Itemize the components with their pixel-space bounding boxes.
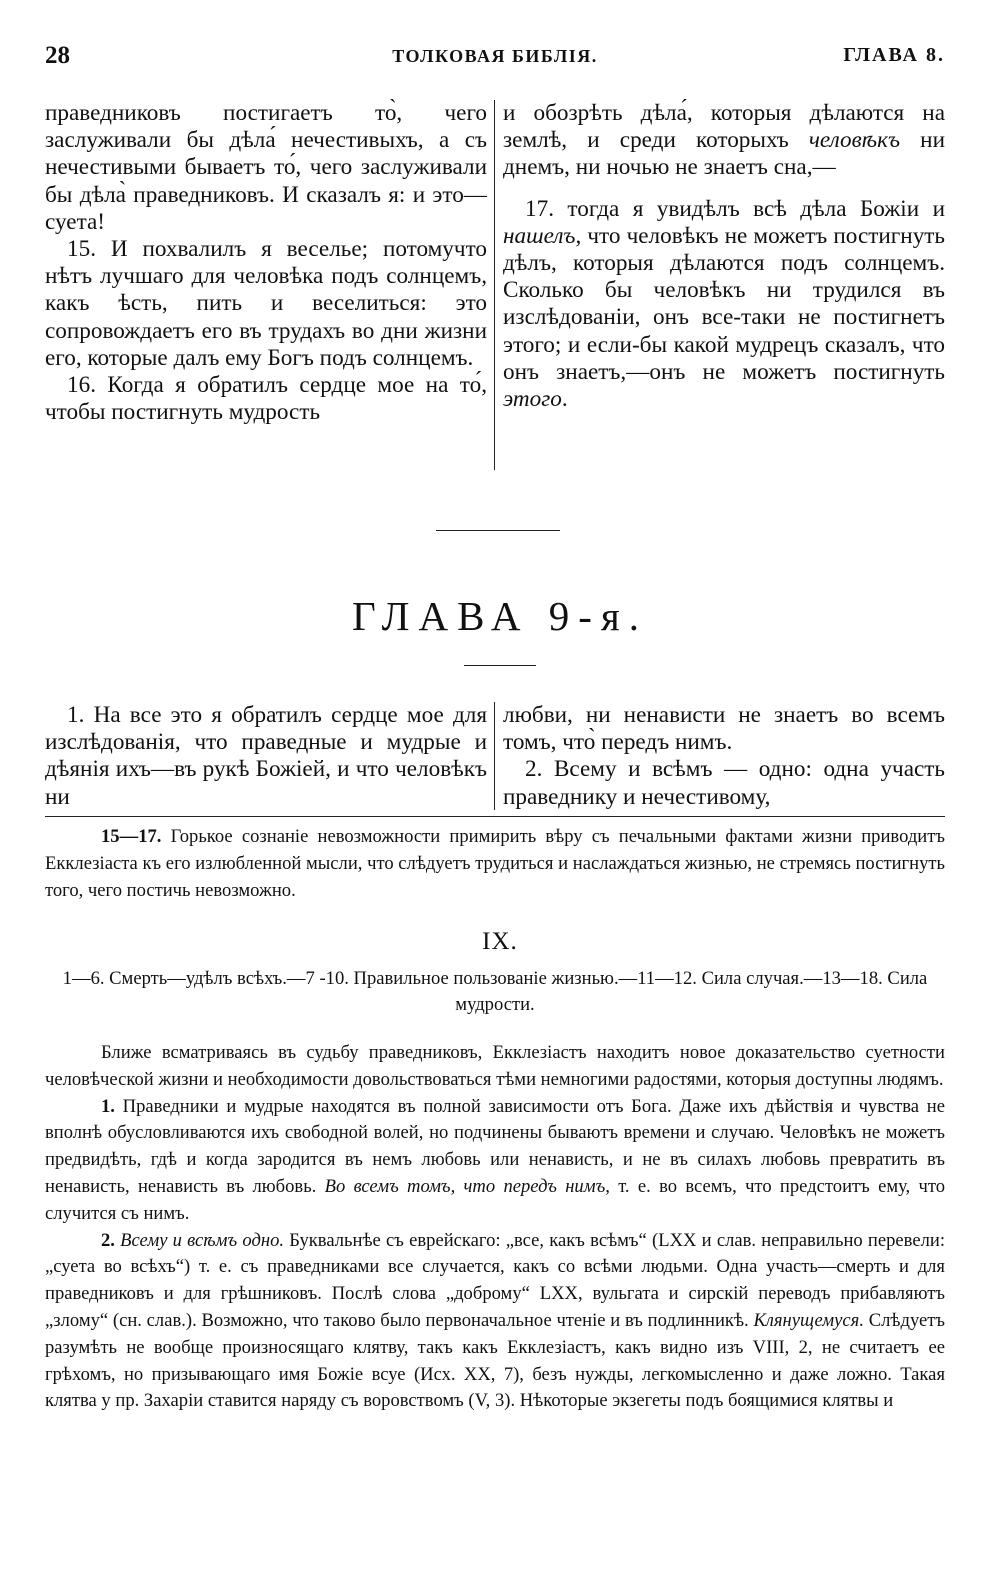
commentary-intro: Ближе всматриваясь въ судьбу праведниковъ, Екклезіастъ находитъ новое доказательство суетности человѣческой жизни и необходимости довольствоваться тѣми немногими радостями, которыя доступны людямъ. xyxy=(45,1042,945,1090)
column-divider xyxy=(494,100,495,470)
separator-rule-bottom xyxy=(464,665,536,666)
chapter-title: ГЛАВА 9-я. xyxy=(352,593,648,639)
comment-verse-2: 2. Всему и всѣмъ одно. Буквальнѣе съ еврейскаго: „все, какъ всѣмъ“ (LXX и слав. неправильно перевели: „суета во всѣхъ“) т. е. съ праведниками все случается, какъ со всѣми людьми. Одна участь—смерть и для праведниковъ и для грѣшниковъ. Послѣ слова „доброму“ LXX, вульгата и сирскій переводъ прибавляютъ „злому“ (сн. слав.). Возможно, что таково было первоначальное чтеніе и въ подлинникѣ. Клянущемуся. Слѣдуетъ разумѣть не вообще произносящаго клятву, такъ какъ Екклезіастъ, какъ видно изъ VIII, 2, не считаетъ ее грѣхомъ, но призывающаго имя Божіе всуе (Исх. XX, 7), безъ нужды, легкомысленно и даже ложно. Такая клятва у пр. Захаріи ставится наряду съ воровствомъ (V, 3). Нѣкоторые экзегеты подъ боящимися клятвы и xyxy=(45,1229,945,1412)
verse-16-end: и обозрѣть дѣла́, которыя дѣлаются на землѣ, и среди которыхъ человѣкъ ни днемъ, ни ночью не знаетъ сна,— xyxy=(503,100,945,181)
section-number: IX. xyxy=(482,928,518,955)
left-column-9 xyxy=(45,702,487,811)
right-column xyxy=(503,100,945,413)
commentary-rule xyxy=(45,816,945,817)
commentary-8 xyxy=(45,824,945,904)
separator-rule-top xyxy=(436,530,560,531)
verse-14-end: праведниковъ постигаетъ то̀, чего заслуживали бы дѣла́ нечестивыхъ, а съ нечестивыми бываетъ то́, чего заслуживали бы дѣла̀ праведниковъ. И сказалъ я: и это—суета! xyxy=(45,100,487,235)
page-number: 28 xyxy=(45,42,70,69)
verse-15: 15. И похвалилъ я веселье; потомучто нѣтъ лучшаго для человѣка подъ солнцемъ, какъ ѣсть, пить и веселиться: это сопровождаетъ его въ трудахъ во дни жизни его, которые далъ ему Богъ подъ солнцемъ. xyxy=(45,236,487,371)
verse-16: 16. Когда я обратилъ сердце мое на то́, чтобы постигнуть мудрость xyxy=(45,372,487,426)
chapter-9-text xyxy=(45,702,945,810)
comment-15-17: 15—17. Горькое сознаніе невозможности примирить вѣру съ печальными фактами жизни приводитъ Екклезіаста къ его излюбленной мысли, что слѣдуетъ трудиться и наслаждаться жизнью, не стремясь постигнуть того, чего постичь невозможно. xyxy=(45,826,945,901)
column-divider-9 xyxy=(494,702,495,810)
chapter-summary: 1—6. Смерть—удѣлъ всѣхъ.—7 -10. Правильное пользованіе жизнью.—11—12. Сила случая.—13—18. Сила мудрости. xyxy=(62,968,928,1015)
left-column xyxy=(45,100,487,426)
comment-verse-1: 1. Праведники и мудрые находятся въ полной зависимости отъ Бога. Даже ихъ дѣйствія и чувства не вполнѣ обусловливаются ихъ свободной волей, но подчинены бываютъ времени и случаю. Человѣкъ не можетъ предвидѣть, гдѣ и когда зародится въ немъ любовь или ненависть, и не въ силахъ любовь превратить въ ненависть, ненависть въ любовь. Во всемъ томъ, что передъ нимъ, т. е. во всемъ, что предстоитъ ему, что случится съ нимъ. xyxy=(45,1095,946,1224)
verse-9-1-end: любви, ни ненависти не знаетъ во всемъ томъ, что̀ передъ нимъ. xyxy=(503,702,945,756)
right-column-9 xyxy=(503,702,945,811)
verse-17: 17. тогда я увидѣлъ всѣ дѣла Божіи и нашелъ, что человѣкъ не можетъ постигнуть дѣлъ, которыя дѣлаются подъ солнцемъ. Сколько бы человѣкъ ни трудился въ изслѣдованіи, онъ все-таки не постигнетъ этого; и если-бы какой мудрецъ сказалъ, что онъ знаетъ,—онъ не можетъ постигнуть этого. xyxy=(503,195,945,413)
verse-9-2: 2. Всему и всѣмъ — одно: одна участь праведнику и нечестивому, xyxy=(503,756,945,810)
running-title: ТОЛКОВАЯ БИБЛІЯ. xyxy=(392,46,598,66)
chapter-8-text xyxy=(45,100,945,470)
running-header xyxy=(45,42,945,72)
commentary-9 xyxy=(45,1040,945,1415)
chapter-reference: ГЛАВА 8. xyxy=(843,44,945,66)
verse-9-1: 1. На все это я обратилъ сердце мое для изслѣдованія, что праведные и мудрые и дѣянія ихъ—въ рукѣ Божіей, и что человѣкъ ни xyxy=(45,702,487,810)
